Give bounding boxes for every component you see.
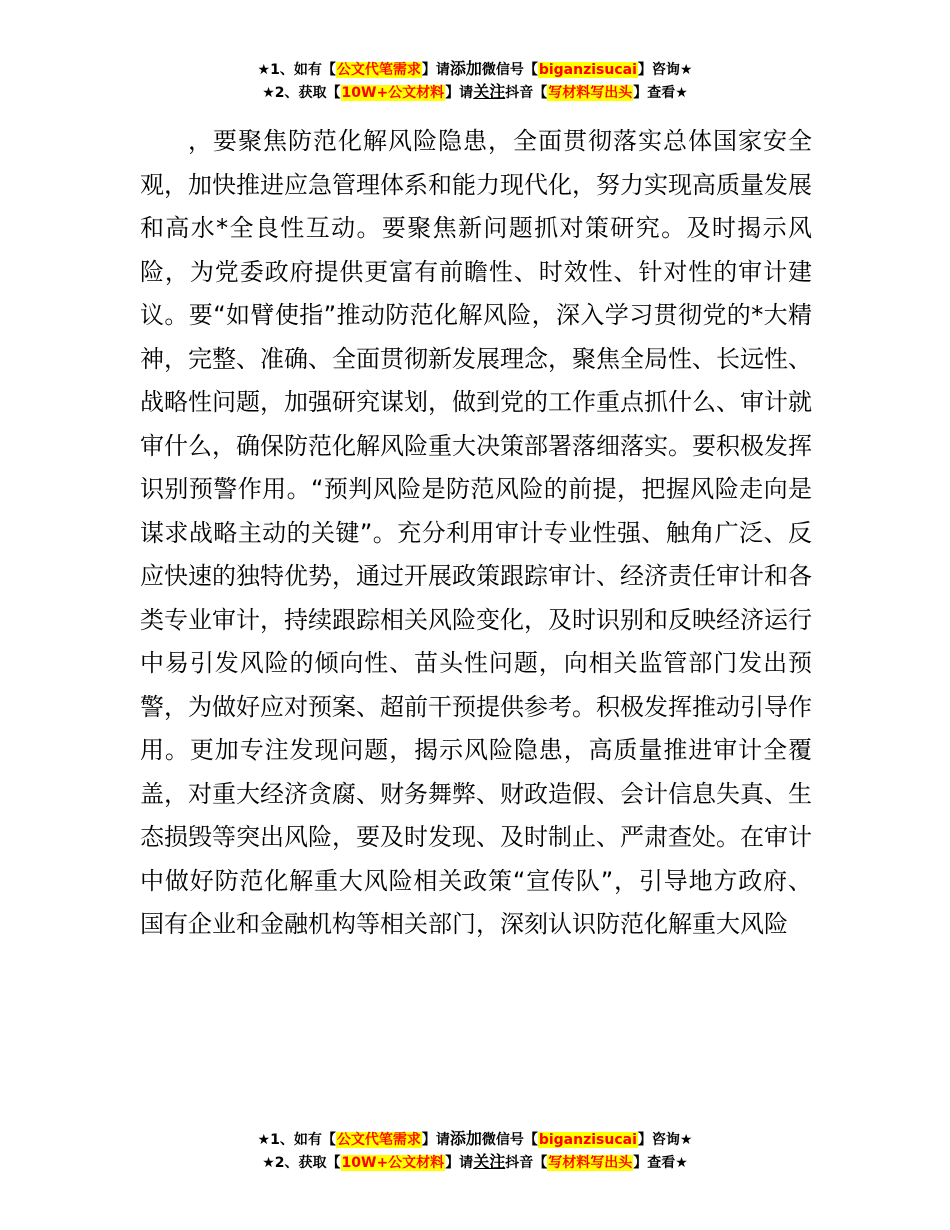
footer-line-2 xyxy=(0,1151,950,1174)
header-line-1-mid: 】请 xyxy=(421,62,450,78)
header-line-2-prefix: ★2、获取【 xyxy=(262,85,341,101)
header-line-2-mid: 】请 xyxy=(445,85,474,101)
header-line-1-highlight-wechat: biganzisucai xyxy=(538,62,637,78)
footer-line-2-suffix: 】查看★ xyxy=(633,1155,688,1171)
header-line-2-suffix: 】查看★ xyxy=(633,85,688,101)
header-line-1-emphasis: 添加 xyxy=(449,59,482,78)
footer-line-2-mid2: 抖音【 xyxy=(505,1155,548,1171)
footer-line-1-suffix: 】咨询★ xyxy=(637,1132,693,1148)
header-line-2-highlight-douyin: 写材料写出头 xyxy=(548,85,633,101)
footer-line-1-highlight-wechat: biganzisucai xyxy=(538,1132,637,1148)
header-line-2-emphasis: 关注 xyxy=(473,82,506,101)
footer-line-2-highlight-materials: 10W+公文材料 xyxy=(341,1155,445,1171)
header-line-1-highlight-service: 公文代笔需求 xyxy=(336,62,421,78)
footer-line-2-mid: 】请 xyxy=(445,1155,474,1171)
header-line-2 xyxy=(0,81,950,104)
footer-line-1-prefix: ★1、如有【 xyxy=(257,1132,336,1148)
footer-line-2-emphasis: 关注 xyxy=(473,1152,506,1171)
footer-line-1 xyxy=(0,1128,950,1151)
footer-line-2-prefix: ★2、获取【 xyxy=(262,1155,341,1171)
footer-line-1-mid2: 微信号【 xyxy=(481,1132,538,1148)
header-line-2-mid2: 抖音【 xyxy=(505,85,548,101)
header-line-1-prefix: ★1、如有【 xyxy=(257,62,336,78)
footer-line-1-mid: 】请 xyxy=(421,1132,450,1148)
footer-banner xyxy=(0,1128,950,1174)
header-banner xyxy=(0,58,950,104)
footer-line-2-highlight-douyin: 写材料写出头 xyxy=(548,1155,633,1171)
body-paragraph: ，要聚焦防范化解风险隐患，全面贯彻落实总体国家安全观，加快推进应急管理体系和能力现代化，努力实现高质量发展和高水*全良性互动。要聚焦新问题抓对策研究。及时揭示风险，为党委政府提供更富有前瞻性、时效性、针对性的审计建议。要“如臂使指”推动防范化解风险，深入学习贯彻党的*大精神，完整、准确、全面贯彻新发展理念，聚焦全局性、长远性、战略性问题，加强研究谋划，做到党的工作重点抓什么、审计就审什么，确保防范化解风险重大决策部署落细落实。要积极发挥识别预警作用。“预判风险是防范风险的前提，把握风险走向是谋求战略主动的关键”。充分利用审计专业性强、触角广泛、反应快速的独特优势，通过开展政策跟踪审计、经济责任审计和各类专业审计，持续跟踪相关风险变化，及时识别和反映经济运行中易引发风险的倾向性、苗头性问题，向相关监管部门发出预警，为做好应对预案、超前干预提供参考。积极发挥推动引导作用。更加专注发现问题，揭示风险隐患，高质量推进审计全覆盖，对重大经济贪腐、财务舞弊、财政造假、会计信息失真、生态损毁等突出风险，要及时发现、及时制止、严肃查处。在审计中做好防范化解重大风险相关政策“宣传队”，引导地方政府、国有企业和金融机构等相关部门，深刻认识防范化解重大风险 xyxy=(140,127,812,938)
header-line-2-highlight-materials: 10W+公文材料 xyxy=(341,85,445,101)
footer-line-1-highlight-service: 公文代笔需求 xyxy=(336,1132,421,1148)
header-line-1-suffix: 】咨询★ xyxy=(637,62,693,78)
footer-line-1-emphasis: 添加 xyxy=(449,1129,482,1148)
header-line-1-mid2: 微信号【 xyxy=(481,62,538,78)
header-line-1 xyxy=(0,58,950,81)
